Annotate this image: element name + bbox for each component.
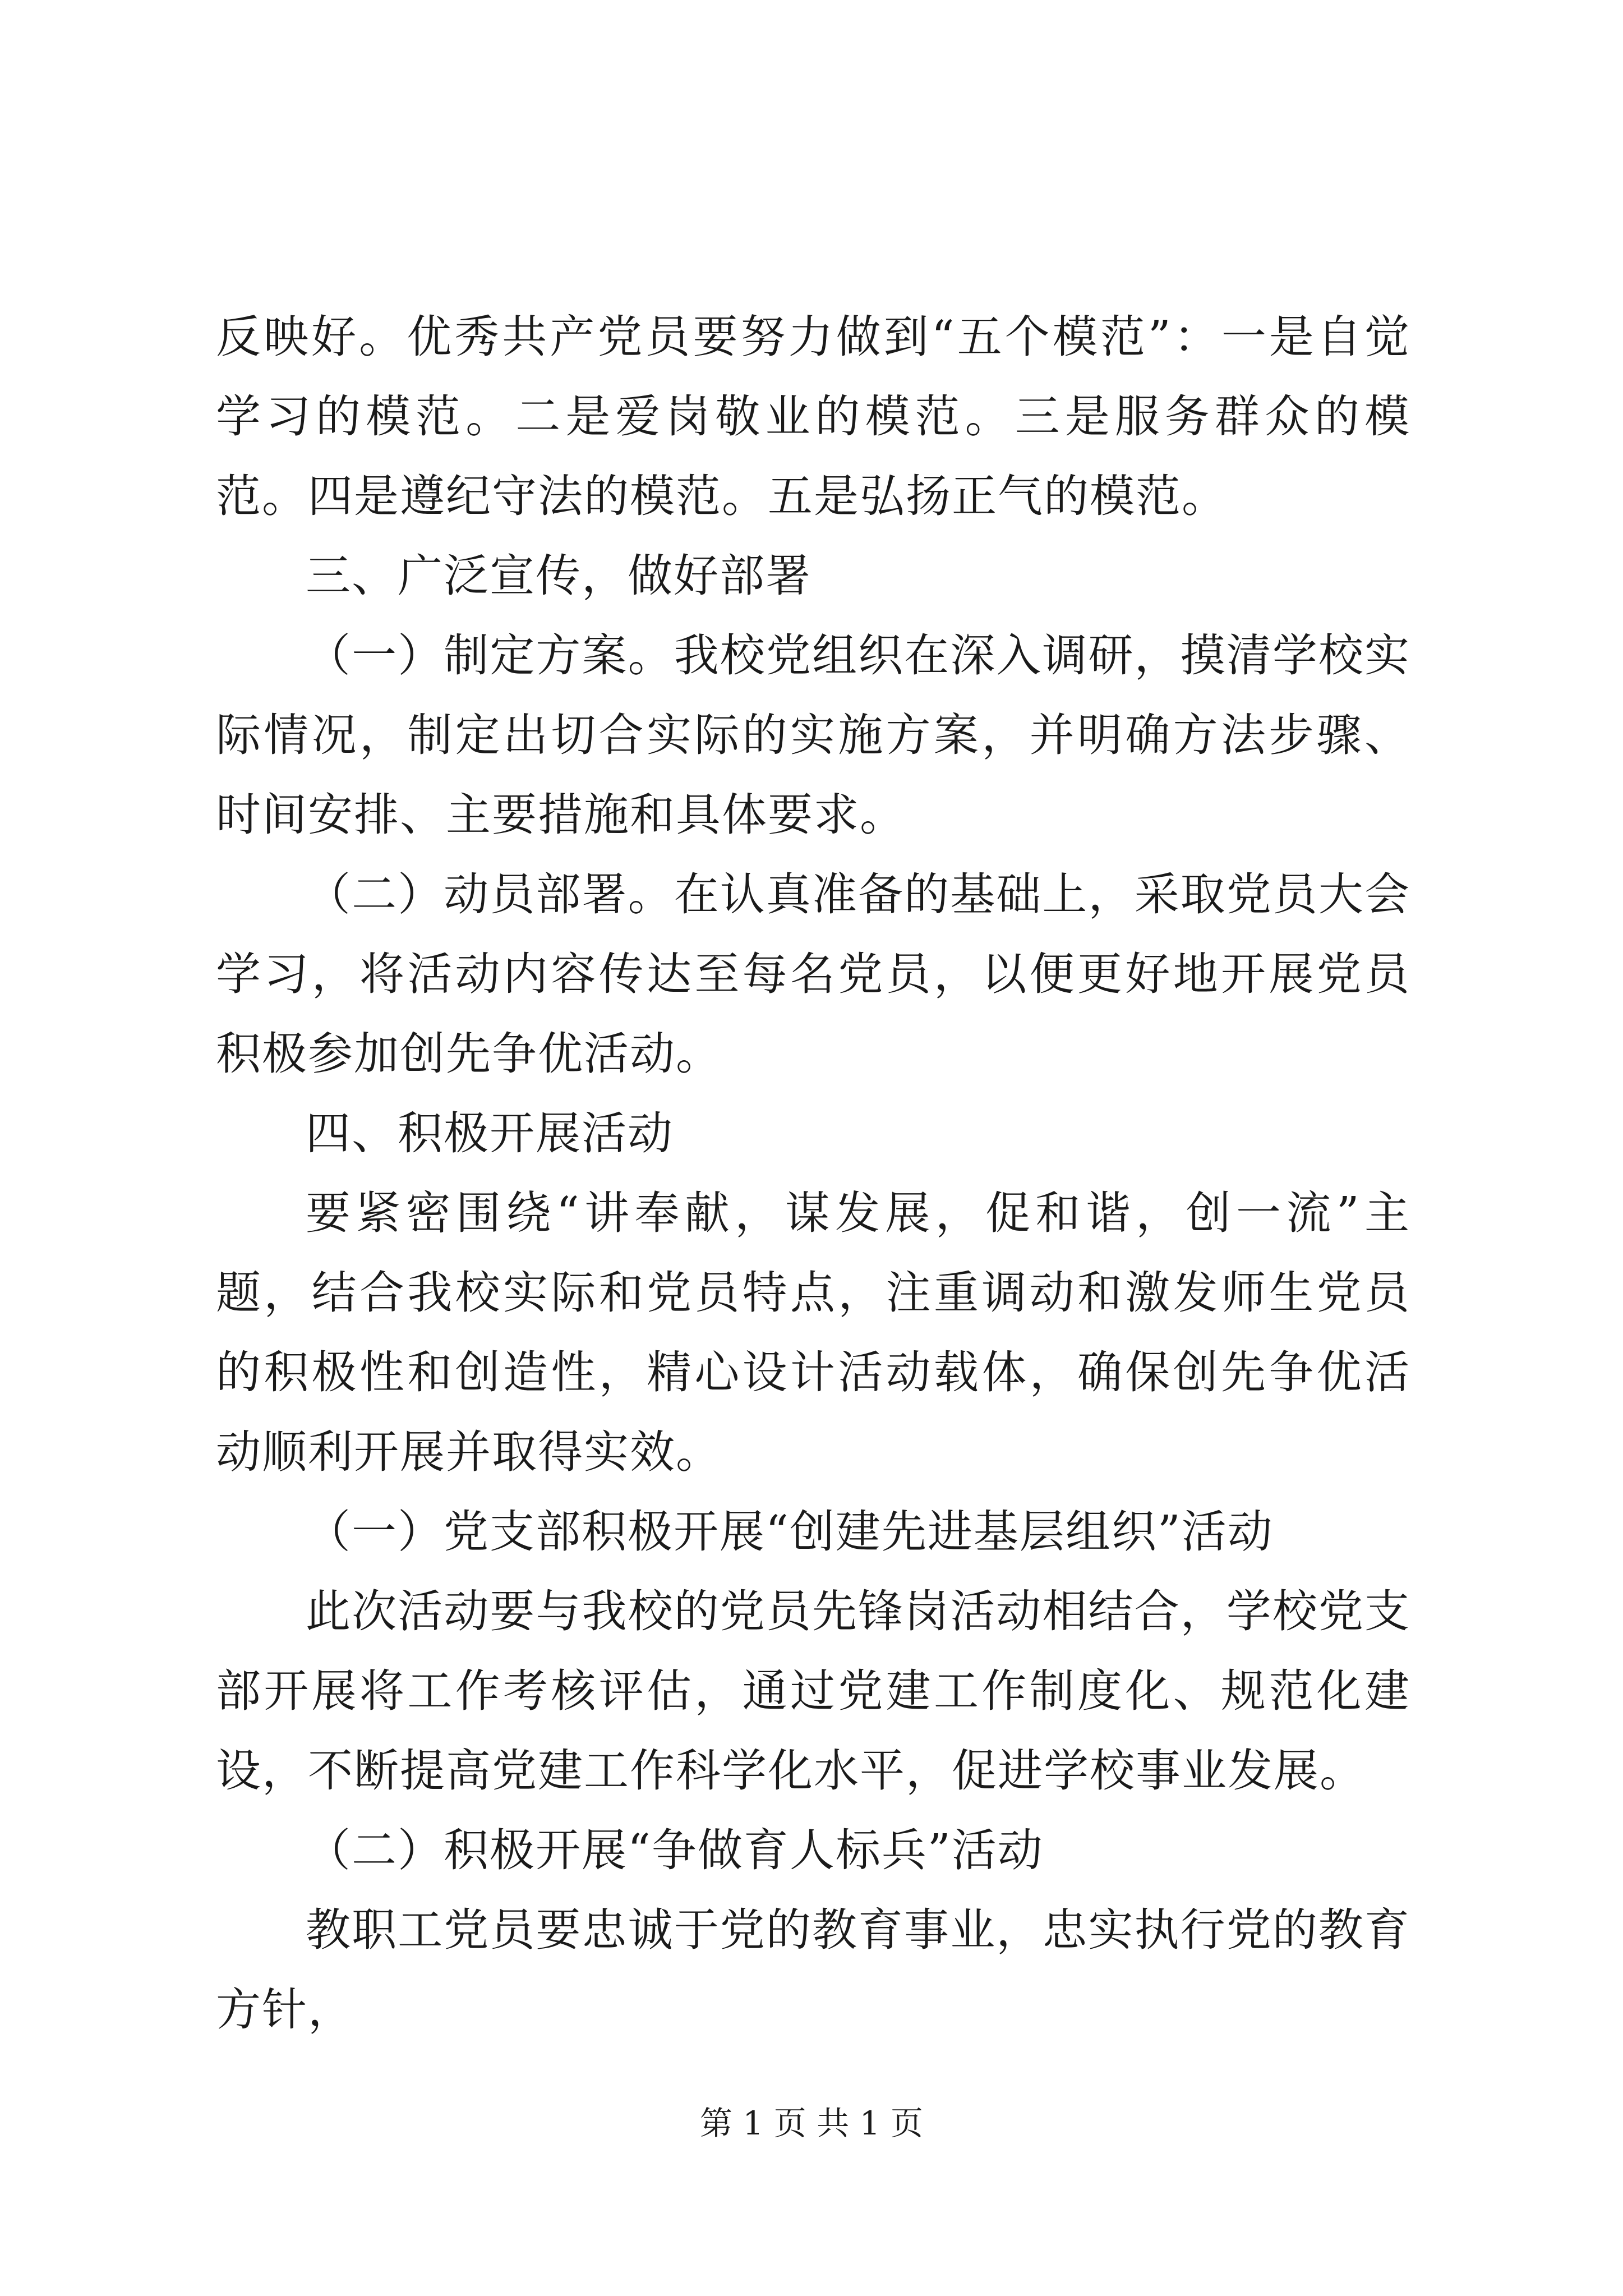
subheading-model-activity: （二）积极开展“争做育人标兵”活动 [306,1824,1044,1876]
document-body [216,297,1410,2050]
paragraph-branch-activity: 此次活动要与我校的党员先锋岗活动相结合，学校党支部开展将工作考核评估，通过党建工作制度化、规范化建设，不断提高党建工作科学化水平，促进学校事业发展。 [216,1585,1410,1797]
paragraph-staff-members: 教职工党员要忠诚于党的教育事业，忠实执行党的教育方针， [216,1904,1410,2036]
page-footer: 第 1 页 共 1 页 [700,2104,923,2142]
subheading-branch-activity: （一）党支部积极开展“创建先进基层组织”活动 [306,1506,1274,1558]
paragraph-plan: （一）制定方案。我校党组织在深入调研，摸清学校实际情况，制定出切合实际的实施方案，并明确方法步骤、时间安排、主要措施和具体要求。 [216,629,1410,841]
section-heading-4: 四、积极开展活动 [306,1107,674,1159]
paragraph-mobilize: （二）动员部署。在认真准备的基础上，采取党员大会学习，将活动内容传达至每名党员，以便更好地开展党员积极参加创先争优活动。 [216,868,1410,1080]
paragraph-theme: 要紧密围绕“讲奉献，谋发展，促和谐，创一流”主题，结合我校实际和党员特点，注重调动和激发师生党员的积极性和创造性，精心设计活动载体，确保创先争优活动顺利开展并取得实效。 [216,1187,1410,1478]
paragraph-1: 反映好。优秀共产党员要努力做到“五个模范”：一是自觉学习的模范。二是爱岗敬业的模范。三是服务群众的模范。四是遵纪守法的模范。五是弘扬正气的模范。 [216,311,1410,522]
section-heading-3: 三、广泛宣传，做好部署 [306,550,811,602]
